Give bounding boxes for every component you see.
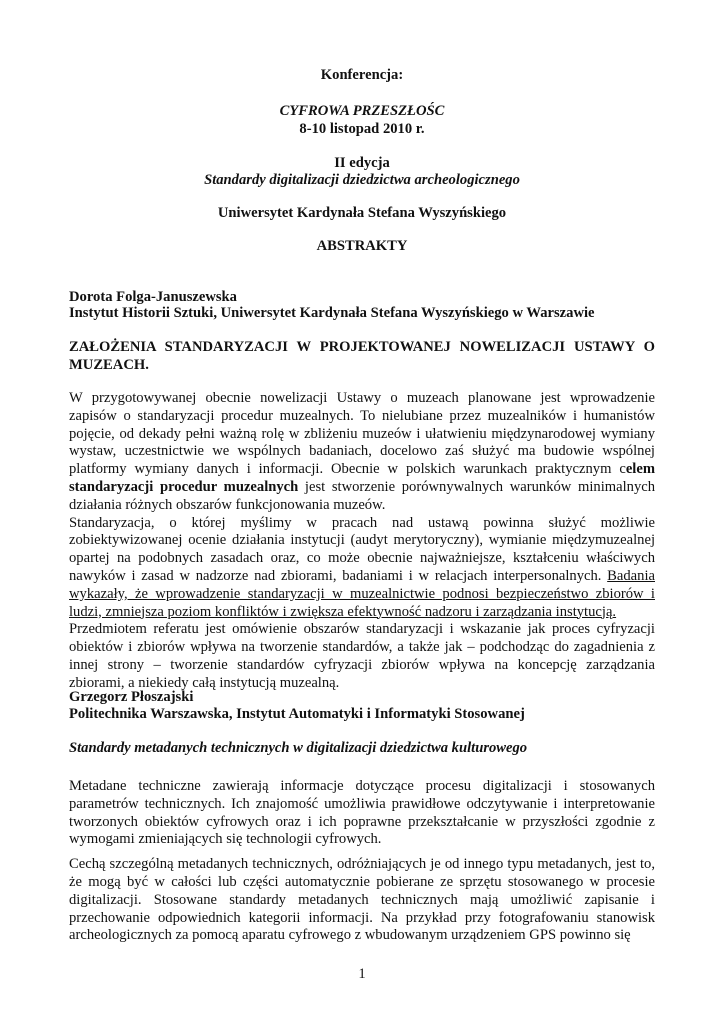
abstract-2-author: Grzegorz Płoszajski [69,689,194,705]
university-name: Uniwersytet Kardynała Stefana Wyszyńskiego [217,205,507,221]
abstract-1-body [69,390,655,693]
abstract-1-p2-underlined: Badania wykazały, że wprowadzenie standaryzacji w muzealnictwie podnosi bezpieczeństwo zbiorów i ludzi, zmniejsza poziom konfliktów i zwiększa efektywność nadzoru i zarządzania instytucją. [69,567,655,620]
abstract-1-p1-text-a: W przygotowywanej obecnie nowelizacji Ustawy o muzeach planowane jest wprowadzenie zapisów o standaryzacji procedur muzealnych. To nielubiane przez muzealników i humanistów pojęcie, od dekady pełni ważną rolę w zbliżeniu muzeów i ułatwieniu międzynarodowej wymiany wystaw, uczestnictwie we wspólnych badaniach, docelowo zaś służyć ma budowie wspólnej platformy wymiany danych i informacji. Obecnie w polskich warunkach praktycznym c [69,390,655,478]
page-number: 1 [358,966,366,982]
abstract-2-title: Standardy metadanych technicznych w digitalizacji dziedzictwa kulturowego [69,740,528,756]
abstract-1-paragraph-3: Przedmiotem referatu jest omówienie obszarów standaryzacji i wskazanie jak proces cyfryzacji obiektów i zbiorów wpływa na tworzenie standardów, a także jak – podchodząc do zagadnienia z innej strony – tworzenie standardów cyfryzacji zbiorów wpływa na koncepcję zarządzania zbiorami, a niekiedy całą instytucją muzealną. [69,621,655,691]
abstract-1-author: Dorota Folga-Januszewska [69,289,237,305]
abstract-1-p1-bold: elem standaryzacji procedur muzealnych [69,461,655,495]
edition-subtitle: Standardy digitalizacji dziedzictwa archeologicznego [204,172,520,188]
abstract-1-p1-text-b: jest stworzenie porównywalnych warunków minimalnych działania różnych obszarów funkcjonowania muzeów. [69,478,656,513]
conference-title: CYFROWA PRZESZŁOŚC [279,103,445,119]
abstract-2-paragraph-1: Metadane techniczne zawierają informacje dotyczące procesu digitalizacji i stosowanych parametrów technicznych. Ich znajomość umożliwia prawidłowe odczytywanie i interpretowanie tworzonych obiektów cyfrowych oraz i ich poprawne przekształcanie w przyszłości zgodnie z wymogami zmieniających się technologii cyfrowych. [69,778,655,848]
abstract-1-p2-text: Standaryzacja, o której myślimy w pracach nad ustawą powinna służyć możliwie zobiektywizowanej ocenie działania instytucji (audyt merytoryczny), wymianie międzymuzealnej opartej na podobnych zasadach oraz, co może obecnie najważniejsze, kształceniu właściwych nawyków i zasad w nadzorze nad zbiorami, badaniami i w relacjach interpersonalnych. [69,514,655,584]
abstract-2-body [69,778,655,945]
conference-label: Konferencja: [320,67,404,83]
abstract-2-affiliation: Politechnika Warszawska, Instytut Automatyki i Informatyki Stosowanej [69,706,525,722]
conference-dates: 8-10 listopad 2010 r. [299,121,425,137]
abstract-1-title: ZAŁOŻENIA STANDARYZACJI W PROJEKTOWANEJ NOWELIZACJI USTAWY O MUZEACH. [69,339,655,373]
abstract-1-affiliation: Instytut Historii Sztuki, Uniwersytet Kardynała Stefana Wyszyńskiego w Warszawie [69,305,595,321]
abstract-1-paragraph-2 [69,515,655,622]
abstract-2-paragraph-2: Cechą szczególną metadanych technicznych, odróżniających je od innego typu metadanych, jest to, że mogą być w całości lub części automatycznie pobierane ze sprzętu stosowanego w procesie digitalizacji. Stosowane standardy metadanych technicznych mają umożliwić zapisanie i przechowanie odpowiednich kategorii informacji. Na przykład przy fotografowaniu stanowisk archeologicznych za pomocą aparatu cyfrowego z wbudowanym urządzeniem GPS powinno się [69,856,655,944]
abstract-1-paragraph-1 [69,390,655,515]
section-title: ABSTRAKTY [316,238,408,254]
edition: II edycja [334,155,390,171]
